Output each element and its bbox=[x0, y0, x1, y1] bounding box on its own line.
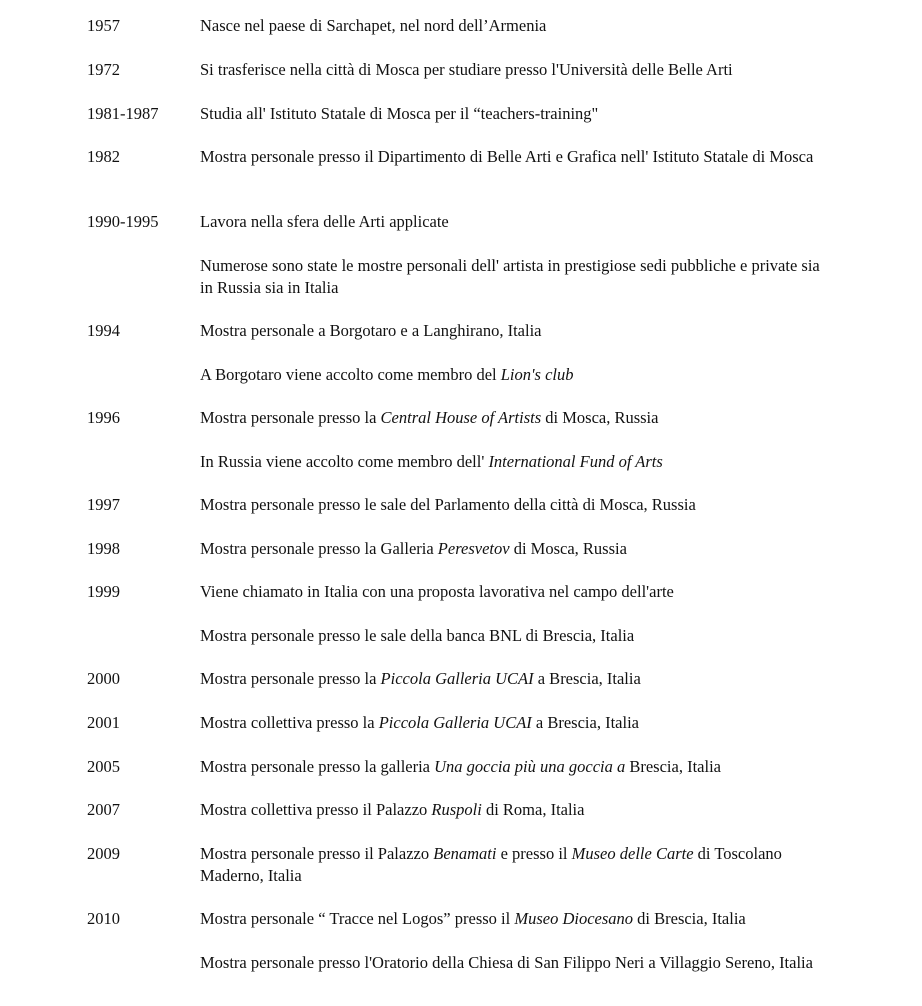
description-text: e presso il bbox=[496, 844, 572, 863]
description-text: di Toscolano Maderno, Italia bbox=[200, 844, 782, 885]
description-text: di Roma, Italia bbox=[481, 800, 585, 819]
entry-description bbox=[200, 451, 830, 473]
description-text: Brescia, Italia bbox=[625, 757, 721, 776]
description-text: Mostra personale “ Tracce nel Logos” presso il bbox=[200, 909, 515, 928]
entry-year: 1994 bbox=[87, 321, 120, 340]
description-text: Studia all' Istituto Statale di Mosca per il “teachers-training" bbox=[200, 104, 599, 123]
description-text: di Mosca, Russia bbox=[509, 539, 627, 558]
description-text: Nasce nel paese di Sarchapet, nel nord dell’Armenia bbox=[200, 16, 547, 35]
description-text: Mostra personale presso la bbox=[200, 408, 381, 427]
entry-description bbox=[200, 494, 830, 516]
entry-year: 2010 bbox=[87, 909, 120, 928]
entry-year: 1998 bbox=[87, 539, 120, 558]
entry-description bbox=[200, 799, 830, 821]
entry-year: 1997 bbox=[87, 495, 120, 514]
description-text: a Brescia, Italia bbox=[531, 713, 639, 732]
entry-year: 2000 bbox=[87, 669, 120, 688]
italic-title: Central House of Artists bbox=[380, 408, 542, 427]
italic-title: Piccola Galleria UCAI bbox=[378, 713, 532, 732]
entry-year: 2001 bbox=[87, 713, 120, 732]
entry-description bbox=[200, 211, 830, 233]
italic-title: Lion's club bbox=[500, 365, 574, 384]
entry-description bbox=[200, 908, 830, 930]
entry-description bbox=[200, 952, 830, 974]
entry-year: 2005 bbox=[87, 757, 120, 776]
entry-year: 1972 bbox=[87, 60, 120, 79]
description-text: In Russia viene accolto come membro dell' bbox=[200, 452, 489, 471]
description-text: Mostra collettiva presso la bbox=[200, 713, 379, 732]
entry-description bbox=[200, 625, 830, 647]
description-text: a Brescia, Italia bbox=[533, 669, 641, 688]
italic-title: Peresvetov bbox=[437, 539, 510, 558]
italic-title: Museo delle Carte bbox=[571, 844, 694, 863]
italic-title: Museo Diocesano bbox=[514, 909, 634, 928]
italic-title: Ruspoli bbox=[431, 800, 482, 819]
description-text: di Mosca, Russia bbox=[541, 408, 659, 427]
description-text: di Brescia, Italia bbox=[633, 909, 746, 928]
entry-description bbox=[200, 103, 830, 125]
entry-description bbox=[200, 843, 830, 887]
entry-year: 2007 bbox=[87, 800, 120, 819]
entry-description bbox=[200, 407, 830, 429]
description-text: A Borgotaro viene accolto come membro del bbox=[200, 365, 501, 384]
description-text: Mostra personale presso la bbox=[200, 669, 381, 688]
italic-title: International Fund of Arts bbox=[488, 452, 663, 471]
entry-description bbox=[200, 255, 830, 299]
entry-year: 2009 bbox=[87, 844, 120, 863]
description-text: Mostra personale a Borgotaro e a Langhirano, Italia bbox=[200, 321, 542, 340]
italic-title: Una goccia più una goccia a bbox=[434, 757, 626, 776]
entry-description bbox=[200, 364, 830, 386]
entry-year: 1996 bbox=[87, 408, 120, 427]
description-text: Mostra personale presso la galleria bbox=[200, 757, 435, 776]
entry-description bbox=[200, 581, 830, 603]
entry-description bbox=[200, 15, 830, 37]
description-text: Mostra personale presso il Dipartimento di Belle Arti e Grafica nell' Istituto Statale di Mosca bbox=[200, 147, 814, 166]
description-text: Mostra personale presso il Palazzo bbox=[200, 844, 434, 863]
entry-year: 1957 bbox=[87, 16, 120, 35]
entry-description bbox=[200, 146, 830, 168]
description-text: Mostra personale presso la Galleria bbox=[200, 539, 438, 558]
entry-year: 1981-1987 bbox=[87, 104, 159, 123]
description-text: Viene chiamato in Italia con una proposta lavorativa nel campo dell'arte bbox=[200, 582, 674, 601]
entry-description bbox=[200, 712, 830, 734]
description-text: Mostra collettiva presso il Palazzo bbox=[200, 800, 432, 819]
entry-description bbox=[200, 756, 830, 778]
entry-year: 1982 bbox=[87, 147, 120, 166]
description-text: Mostra personale presso l'Oratorio della Chiesa di San Filippo Neri a Villaggio Sereno, Italia bbox=[200, 953, 813, 972]
description-text: Numerose sono state le mostre personali dell' artista in prestigiose sedi pubbliche e private sia in Russia sia in Italia bbox=[200, 256, 820, 297]
entry-year: 1990-1995 bbox=[87, 212, 159, 231]
description-text: Lavora nella sfera delle Arti applicate bbox=[200, 212, 449, 231]
entry-description bbox=[200, 320, 830, 342]
entry-description bbox=[200, 59, 830, 81]
description-text: Mostra personale presso le sale della banca BNL di Brescia, Italia bbox=[200, 626, 635, 645]
description-text: Mostra personale presso le sale del Parlamento della città di Mosca, Russia bbox=[200, 495, 696, 514]
entry-year: 1999 bbox=[87, 582, 120, 601]
italic-title: Benamati bbox=[433, 844, 497, 863]
description-text: Si trasferisce nella città di Mosca per studiare presso l'Università delle Belle Arti bbox=[200, 60, 733, 79]
italic-title: Piccola Galleria UCAI bbox=[380, 669, 534, 688]
entry-description bbox=[200, 538, 830, 560]
entry-description bbox=[200, 668, 830, 690]
